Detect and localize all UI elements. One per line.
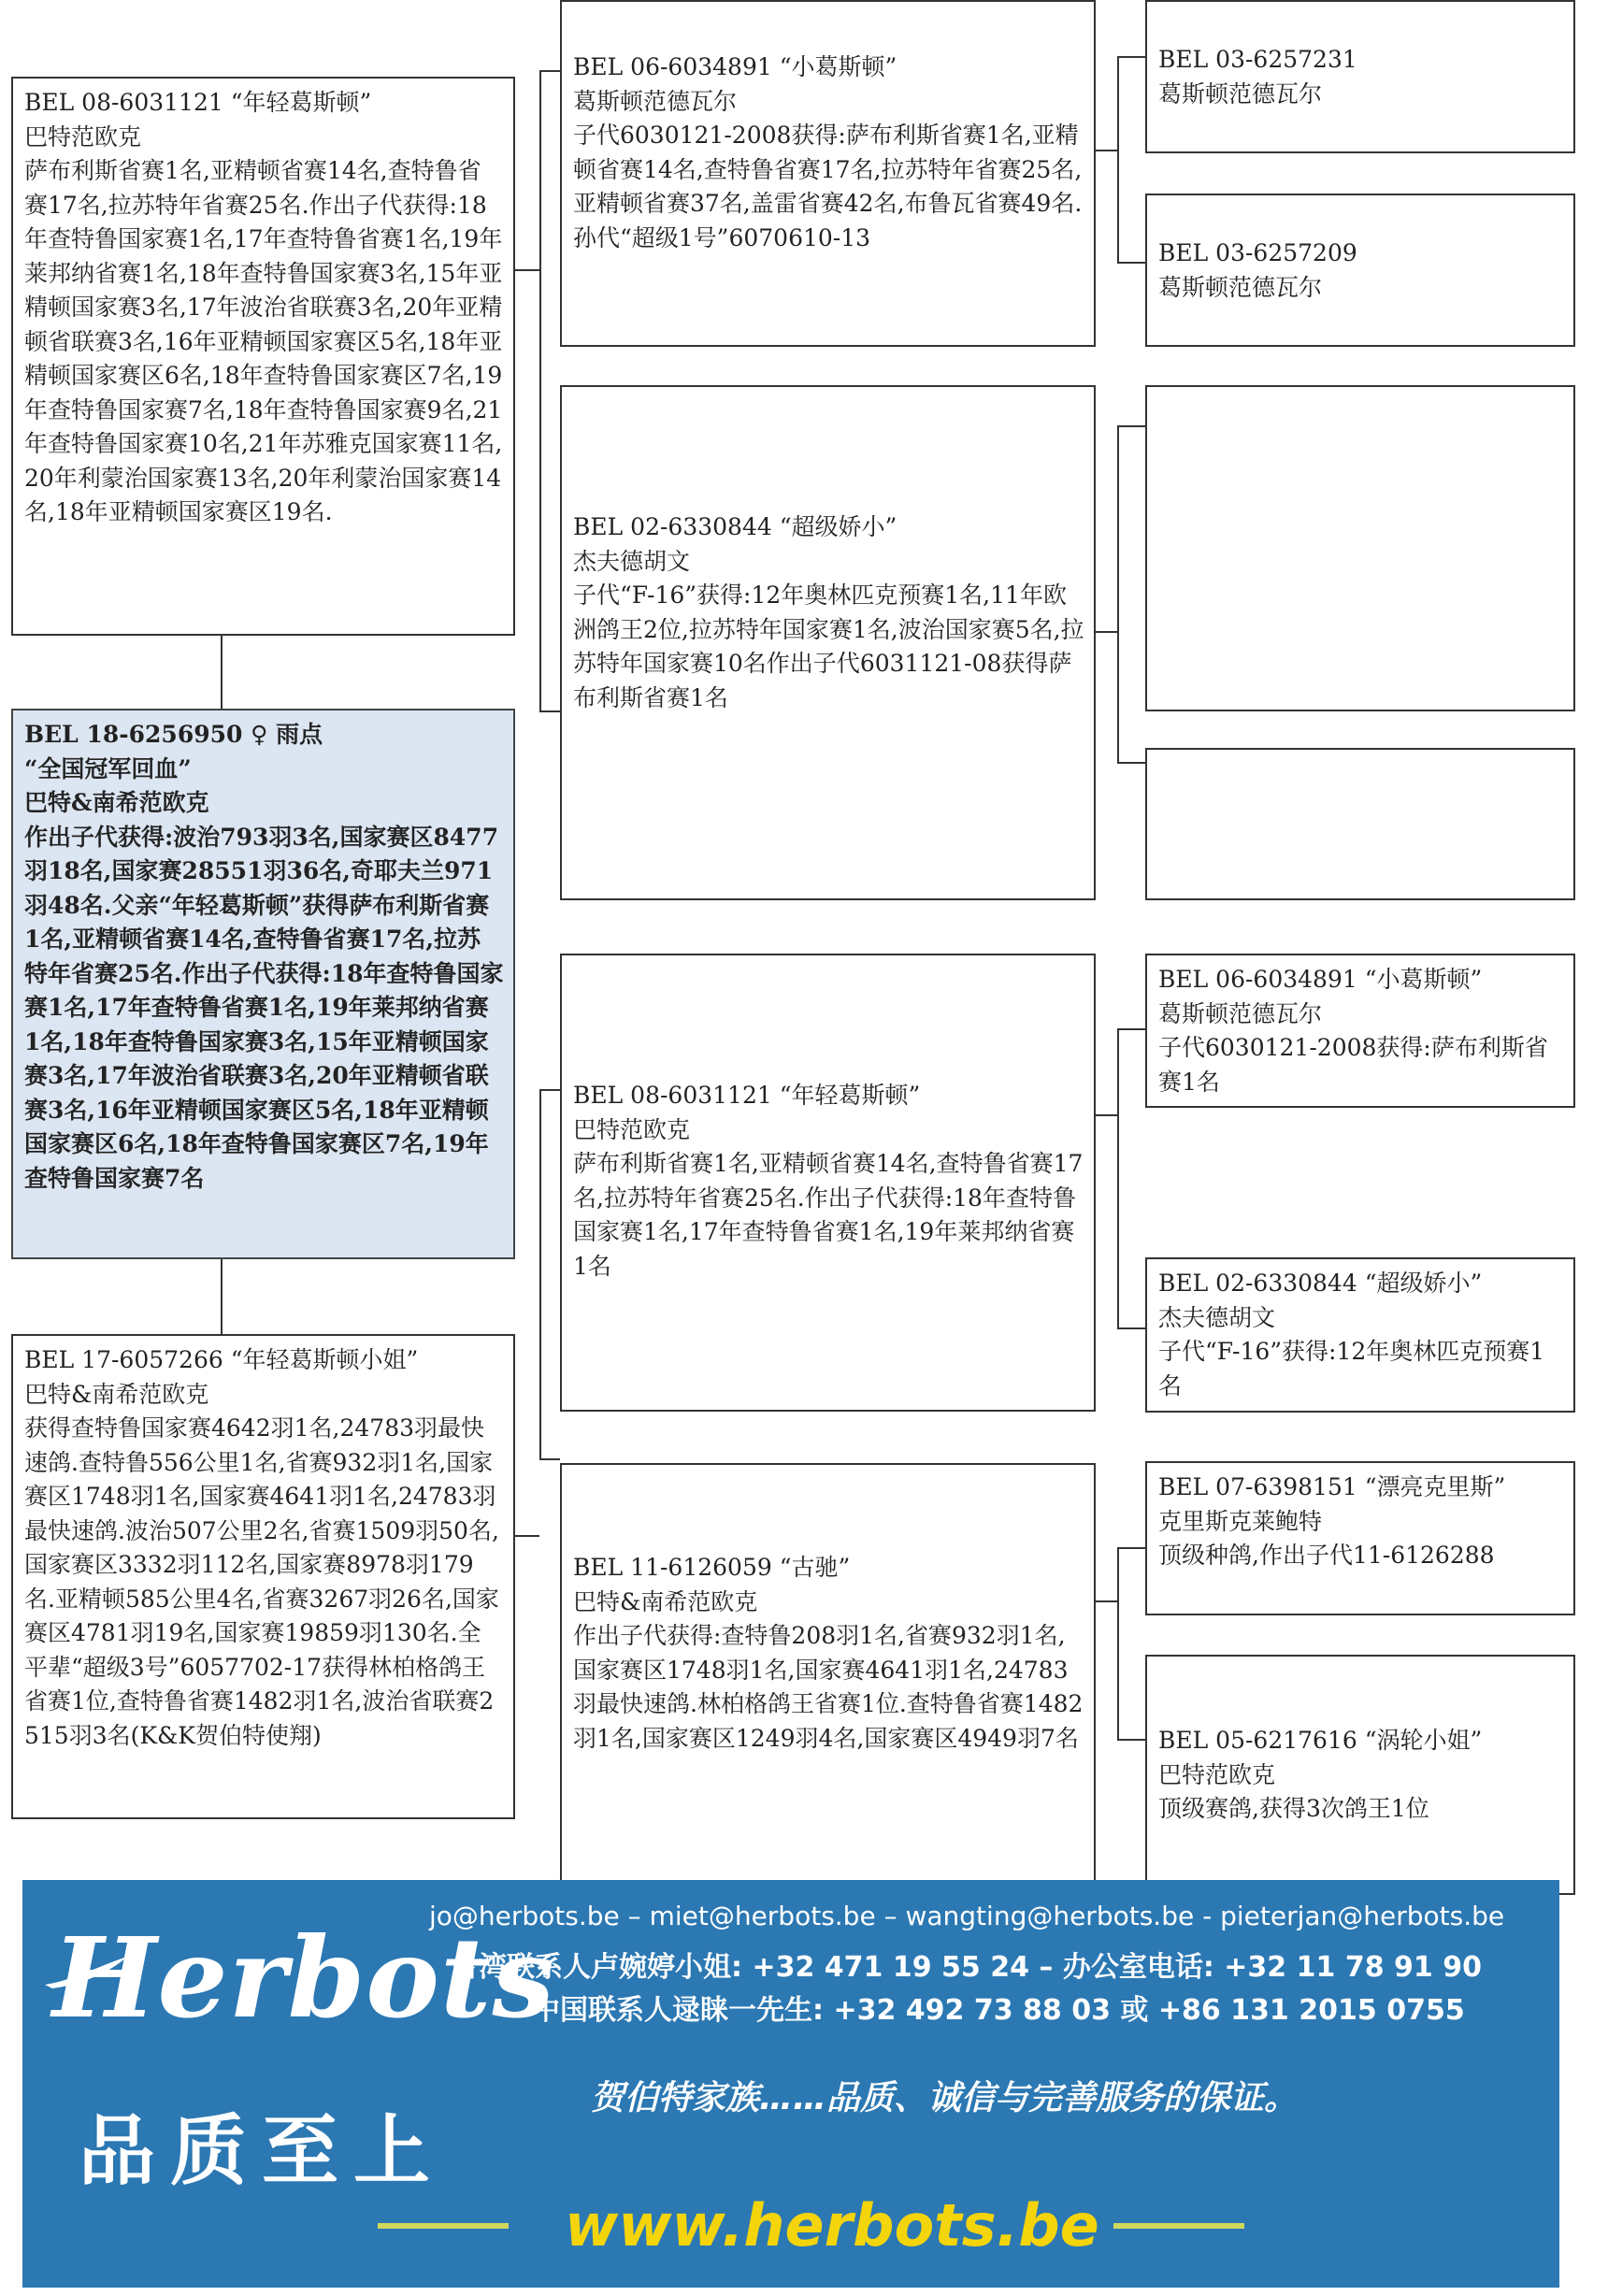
ggp-owner: 葛斯顿范德瓦尔	[1158, 79, 1323, 108]
contact-banner	[22, 1880, 1559, 2288]
grandsire-paternal-card	[560, 0, 1096, 347]
connector-to-gp-ss	[539, 70, 560, 72]
divider-left	[378, 2223, 509, 2229]
connector-gp-sd-vertical	[1117, 425, 1119, 764]
ggp-ring: BEL 03-6257231	[1158, 46, 1357, 73]
subject-name: “全国冠军回血”	[24, 754, 192, 782]
connector-to-ggp5	[1117, 1327, 1145, 1329]
ggp-ring: BEL 07-6398151 “漂亮克里斯”	[1158, 1473, 1506, 1500]
tagline: 贺伯特家族……品质、诚信与完善服务的保证。	[591, 2079, 1299, 2117]
connector-to-gp-ds	[539, 1089, 560, 1091]
sire-owner: 巴特范欧克	[24, 122, 142, 151]
connector-gp-ss-vertical	[1117, 56, 1119, 264]
connector-gp-dd-vertical	[1117, 1547, 1119, 1741]
herbots-logo: Herbots	[52, 1913, 555, 2043]
sire-ring: BEL 08-6031121 “年轻葛斯顿”	[24, 89, 372, 116]
gp-ss-description: 子代6030121-2008获得:萨布利斯省赛1名,亚精顿省赛14名,查特鲁省赛17名,拉苏特年省赛25名,亚精顿省赛37名,盖雷省赛42名,布鲁瓦省赛49名.	[573, 122, 1083, 217]
connector-sire-subject	[221, 634, 223, 709]
gp-ds-owner: 巴特范欧克	[573, 1115, 691, 1143]
dam-ring: BEL 17-6057266 “年轻葛斯顿小姐”	[24, 1346, 419, 1373]
ggp-ring: BEL 06-6034891 “小葛斯顿”	[1158, 966, 1483, 993]
ggp-owner: 克里斯克莱鲍特	[1158, 1507, 1323, 1535]
gp-ds-ring: BEL 08-6031121 “年轻葛斯顿”	[573, 1082, 921, 1109]
subject-card	[11, 709, 515, 1259]
ggp-description: 子代6030121-2008获得:萨布利斯省赛1名	[1158, 1034, 1548, 1096]
ggp-card-3	[1145, 385, 1575, 711]
ggp-description: 顶级种鸽,作出子代11-6126288	[1158, 1542, 1495, 1569]
connector-to-ggp1	[1117, 262, 1145, 264]
dam-card	[11, 1334, 515, 1819]
connector-to-ggp4	[1117, 1028, 1145, 1030]
subject-owner: 巴特&南希范欧克	[24, 789, 209, 816]
website-link[interactable]: www.herbots.be	[565, 2191, 1099, 2260]
ggp-card-2	[1145, 194, 1575, 347]
ggp-card-5	[1145, 954, 1575, 1108]
ggp-ring: BEL 03-6257209	[1158, 239, 1357, 266]
taiwan-contact: 台湾联系人卢婉婷小姐: +32 471 19 55 24 – 办公室电话: +32 11 78 91 90	[451, 1951, 1482, 1984]
ggp-description: 子代“F-16”获得:12年奥林匹克预赛1名	[1158, 1338, 1545, 1399]
gp-dd-description: 作出子代获得:查特鲁208羽1名,省赛932羽1名,国家赛区1748羽1名,国家赛4641羽1名,24783羽最快速鸽.林柏格鸽王省赛1位.查特鲁省赛1482羽1名,国家赛区1249羽4名,国家赛区4949羽7名	[573, 1622, 1084, 1752]
subject-ring: BEL 18-6256950 ♀ 雨点	[24, 721, 323, 748]
divider-right	[1113, 2223, 1244, 2229]
connector-to-gp-sd	[539, 710, 560, 712]
connector-sire-vertical	[539, 70, 541, 711]
ggp-ring: BEL 02-6330844 “超级娇小”	[1158, 1270, 1483, 1297]
gp-sd-ring: BEL 02-6330844 “超级娇小”	[573, 513, 897, 540]
dam-description: 获得查特鲁国家赛4642羽1名,24783羽最快速鸽.查特鲁556公里1名,省赛932羽1名,国家赛区1748羽1名,国家赛4641羽1名,24783羽最快速鸽.波治507公里2名,省赛1509羽50名,国家赛区3332羽112名,国家赛8978羽179名.亚精顿585公里4名,省赛3267羽26名,国家赛区4781羽19名,国家赛19859羽130名.全平辈“超级3号”6057702-17获得林柏格鸽王省赛1位,查特鲁省赛1482羽1名,波治省联赛2515羽3名(K&K贺伯特使翔)	[24, 1414, 499, 1749]
connector-sire-branch	[513, 269, 539, 271]
connector-to-gp-dd	[539, 1458, 560, 1460]
connector-to-ggp7	[1117, 1739, 1145, 1741]
ggp-owner: 杰夫德胡文	[1158, 1303, 1276, 1331]
ggp-card-7	[1145, 1461, 1575, 1615]
granddam-paternal-card	[560, 385, 1096, 900]
ggp-card-4	[1145, 748, 1575, 900]
gp-ss-ring: BEL 06-6034891 “小葛斯顿”	[573, 53, 897, 80]
connector-gp-dd-branch	[1094, 1600, 1117, 1602]
grandsire-maternal-card	[560, 954, 1096, 1412]
ggp-card-8	[1145, 1655, 1575, 1895]
connector-to-ggp3	[1117, 762, 1145, 764]
china-contact: 中国联系人逯睐一先生: +32 492 73 88 03 或 +86 131 2015 0755	[532, 1994, 1465, 2027]
gp-sd-owner: 杰夫德胡文	[573, 547, 691, 575]
gp-ss-extra: 孙代“超级1号”6070610-13	[573, 223, 871, 251]
connector-subject-dam	[221, 1257, 223, 1334]
ggp-description: 顶级赛鸽,获得3次鸽王1位	[1158, 1795, 1429, 1822]
ggp-owner: 葛斯顿范德瓦尔	[1158, 273, 1323, 301]
connector-to-ggp6	[1117, 1547, 1145, 1549]
subject-description: 作出子代获得:波治793羽3名,国家赛区8477羽18名,国家赛28551羽36名,奇耶夫兰971羽48名.父亲“年轻葛斯顿”获得萨布利斯省赛1名,亚精顿省赛14名,查特鲁省赛17名,拉苏特年省赛25名.作出子代获得:18年查特鲁国家赛1名,17年查特鲁省赛1名,19年莱邦纳省赛1名,18年查特鲁国家赛3名,15年亚精顿国家赛3名,17年波治省联赛3名,20年亚精顿省联赛3名,16年亚精顿国家赛区5名,18年亚精顿国家赛区6名,18年查特鲁国家赛区7名,19年查特鲁国家赛7名	[24, 823, 504, 1192]
gp-ds-description: 萨布利斯省赛1名,亚精顿省赛14名,查特鲁省赛17名,拉苏特年省赛25名.作出子代获得:18年查特鲁国家赛1名,17年查特鲁省赛1名,19年莱邦纳省赛1名	[573, 1150, 1084, 1280]
connector-to-ggp2	[1117, 425, 1145, 427]
connector-to-ggp0	[1117, 56, 1145, 58]
ggp-card-6	[1145, 1257, 1575, 1413]
contact-emails[interactable]: jo@herbots.be – miet@herbots.be – wangting@herbots.be - pieterjan@herbots.be	[429, 1901, 1505, 1931]
granddam-maternal-card	[560, 1463, 1096, 1895]
connector-dam-branch	[513, 1535, 539, 1537]
ggp-owner: 巴特范欧克	[1158, 1760, 1276, 1788]
connector-gp-ds-vertical	[1117, 1028, 1119, 1329]
connector-dam-vertical	[539, 1089, 541, 1459]
ggp-owner: 葛斯顿范德瓦尔	[1158, 999, 1323, 1027]
sire-description: 萨布利斯省赛1名,亚精顿省赛14名,查特鲁省赛17名,拉苏特年省赛25名.作出子代获得:18年查特鲁国家赛1名,17年查特鲁省赛1名,19年莱邦纳省赛1名,18年查特鲁国家赛3名,15年亚精顿国家赛3名,17年波治省联赛3名,20年亚精顿省联赛3名,16年亚精顿国家赛区5名,18年亚精顿国家赛区6名,18年查特鲁国家赛区7名,19年查特鲁国家赛7名,18年查特鲁国家赛9名,21年查特鲁国家赛10名,21年苏雅克国家赛11名,20年利蒙治国家赛13名,20年利蒙治国家赛14名,18年亚精顿国家赛区19名.	[24, 157, 503, 525]
dam-owner: 巴特&南希范欧克	[24, 1380, 209, 1408]
gp-dd-ring: BEL 11-6126059 “古驰”	[573, 1554, 851, 1581]
gp-dd-owner: 巴特&南希范欧克	[573, 1587, 758, 1615]
connector-gp-sd-branch	[1094, 631, 1117, 633]
gp-ss-owner: 葛斯顿范德瓦尔	[573, 87, 738, 115]
ggp-card-1	[1145, 0, 1575, 153]
connector-gp-ss-branch	[1094, 150, 1117, 151]
sire-card	[11, 77, 515, 636]
gp-sd-description: 子代“F-16”获得:12年奥林匹克预赛1名,11年欧洲鸽王2位,拉苏特年国家赛1名,波治国家赛5名,拉苏特年国家赛10名作出子代6031121-08获得萨布利斯省赛1名	[573, 581, 1084, 711]
connector-gp-ds-branch	[1094, 1114, 1117, 1116]
slogan: 品质至上	[79, 2107, 446, 2196]
ggp-ring: BEL 05-6217616 “涡轮小姐”	[1158, 1727, 1483, 1754]
